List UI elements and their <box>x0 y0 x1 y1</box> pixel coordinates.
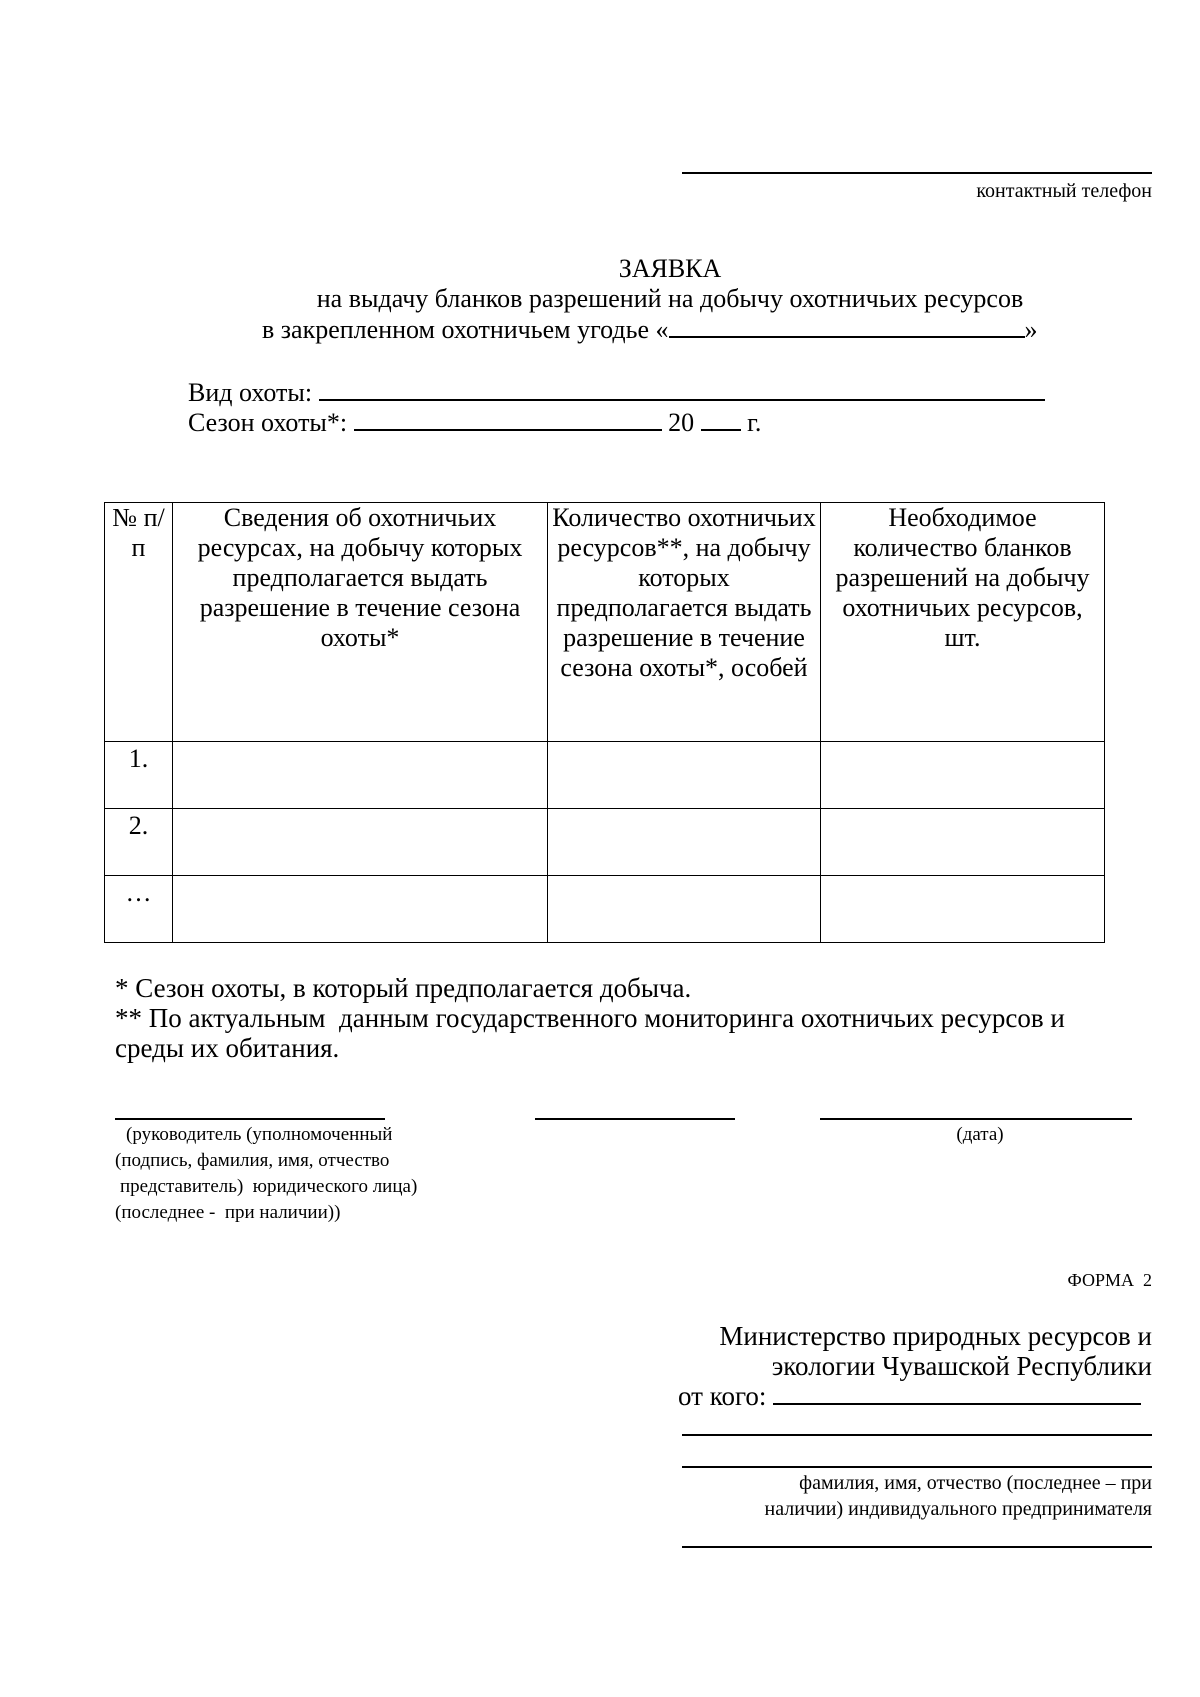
table-cell <box>173 809 548 876</box>
signature-caption-line1: (руководитель (уполномоченный <box>126 1124 393 1145</box>
subtitle-prefix: в закрепленном охотничьем угодье « <box>262 315 669 344</box>
season-blank <box>354 407 662 431</box>
contact-phone-label: контактный телефон <box>976 180 1152 202</box>
hunting-ground-blank <box>669 314 1025 338</box>
form-number-label: ФОРМА 2 <box>1067 1270 1152 1290</box>
from-blank-line4 <box>682 1546 1152 1548</box>
table-row <box>105 742 1105 809</box>
signature-caption-line2: (подпись, фамилия, имя, отчество <box>115 1150 390 1171</box>
table-cell <box>821 742 1105 809</box>
footnote-2-line1: ** По актуальным данным государственного мониторинга охотничьих ресурсов и <box>115 1003 1065 1033</box>
footnote-1: * Сезон охоты, в который предполагается добыча. <box>115 973 692 1003</box>
document-subtitle-line1: на выдачу бланков разрешений на добычу охотничьих ресурсов <box>316 284 1024 313</box>
table-cell <box>821 809 1105 876</box>
table-cell <box>173 876 548 943</box>
signature-line-official <box>115 1118 385 1120</box>
year-blank <box>701 407 741 431</box>
from-label: от кого: <box>678 1381 767 1411</box>
table-row <box>105 809 1105 876</box>
document-subtitle-line2 <box>262 314 1102 345</box>
request-table <box>104 502 1105 943</box>
header-resource-info: Сведения об охотничьих ресурсах, на добычу которых предполагается выдать разрешение в течение сезона охоты* <box>173 503 548 742</box>
contact-phone-line <box>682 172 1152 174</box>
hunt-type-field <box>188 377 1068 408</box>
addressee-line2: экологии Чувашской Республики <box>771 1351 1152 1381</box>
document-title: ЗАЯВКА <box>618 254 722 283</box>
header-number: № п/п <box>105 503 173 742</box>
entrepreneur-caption-line2: наличии) индивидуального предпринимателя <box>764 1498 1152 1520</box>
subtitle-suffix: » <box>1024 315 1038 344</box>
from-blank-line2 <box>682 1434 1152 1436</box>
footnote-2-line2: среды их обитания. <box>115 1033 340 1063</box>
table-cell <box>548 809 821 876</box>
table-cell <box>821 876 1105 943</box>
row-number: 2. <box>105 809 173 876</box>
header-blank-count: Необходимое количество бланков разрешений на добычу охотничьих ресурсов, шт. <box>821 503 1105 742</box>
entrepreneur-caption-line1: фамилия, имя, отчество (последнее – при <box>799 1472 1152 1494</box>
hunt-type-blank <box>319 377 1045 401</box>
from-blank <box>773 1381 1141 1405</box>
signature-caption-line4: (последнее - при наличии)) <box>115 1202 341 1223</box>
table-header-row <box>105 503 1105 742</box>
signature-line-sign <box>535 1118 735 1120</box>
table-cell <box>548 876 821 943</box>
season-field <box>188 407 1068 438</box>
from-field <box>678 1381 1158 1411</box>
table-cell <box>548 742 821 809</box>
row-number: … <box>105 876 173 943</box>
year-prefix: 20 <box>668 408 695 437</box>
signature-line-date <box>820 1118 1132 1120</box>
header-resource-quantity: Количество охотничьих ресурсов**, на добычу которых предполагается выдать разрешение в течение сезона охоты*, особей <box>548 503 821 742</box>
hunt-type-label: Вид охоты: <box>188 378 313 407</box>
date-caption: (дата) <box>956 1124 1004 1145</box>
from-blank-line3 <box>682 1466 1152 1468</box>
table-cell <box>173 742 548 809</box>
table-row <box>105 876 1105 943</box>
addressee-line1: Министерство природных ресурсов и <box>719 1321 1152 1351</box>
season-label: Сезон охоты*: <box>188 408 348 437</box>
year-suffix: г. <box>747 408 762 437</box>
row-number: 1. <box>105 742 173 809</box>
signature-caption-line3: представитель) юридического лица) <box>120 1176 418 1197</box>
